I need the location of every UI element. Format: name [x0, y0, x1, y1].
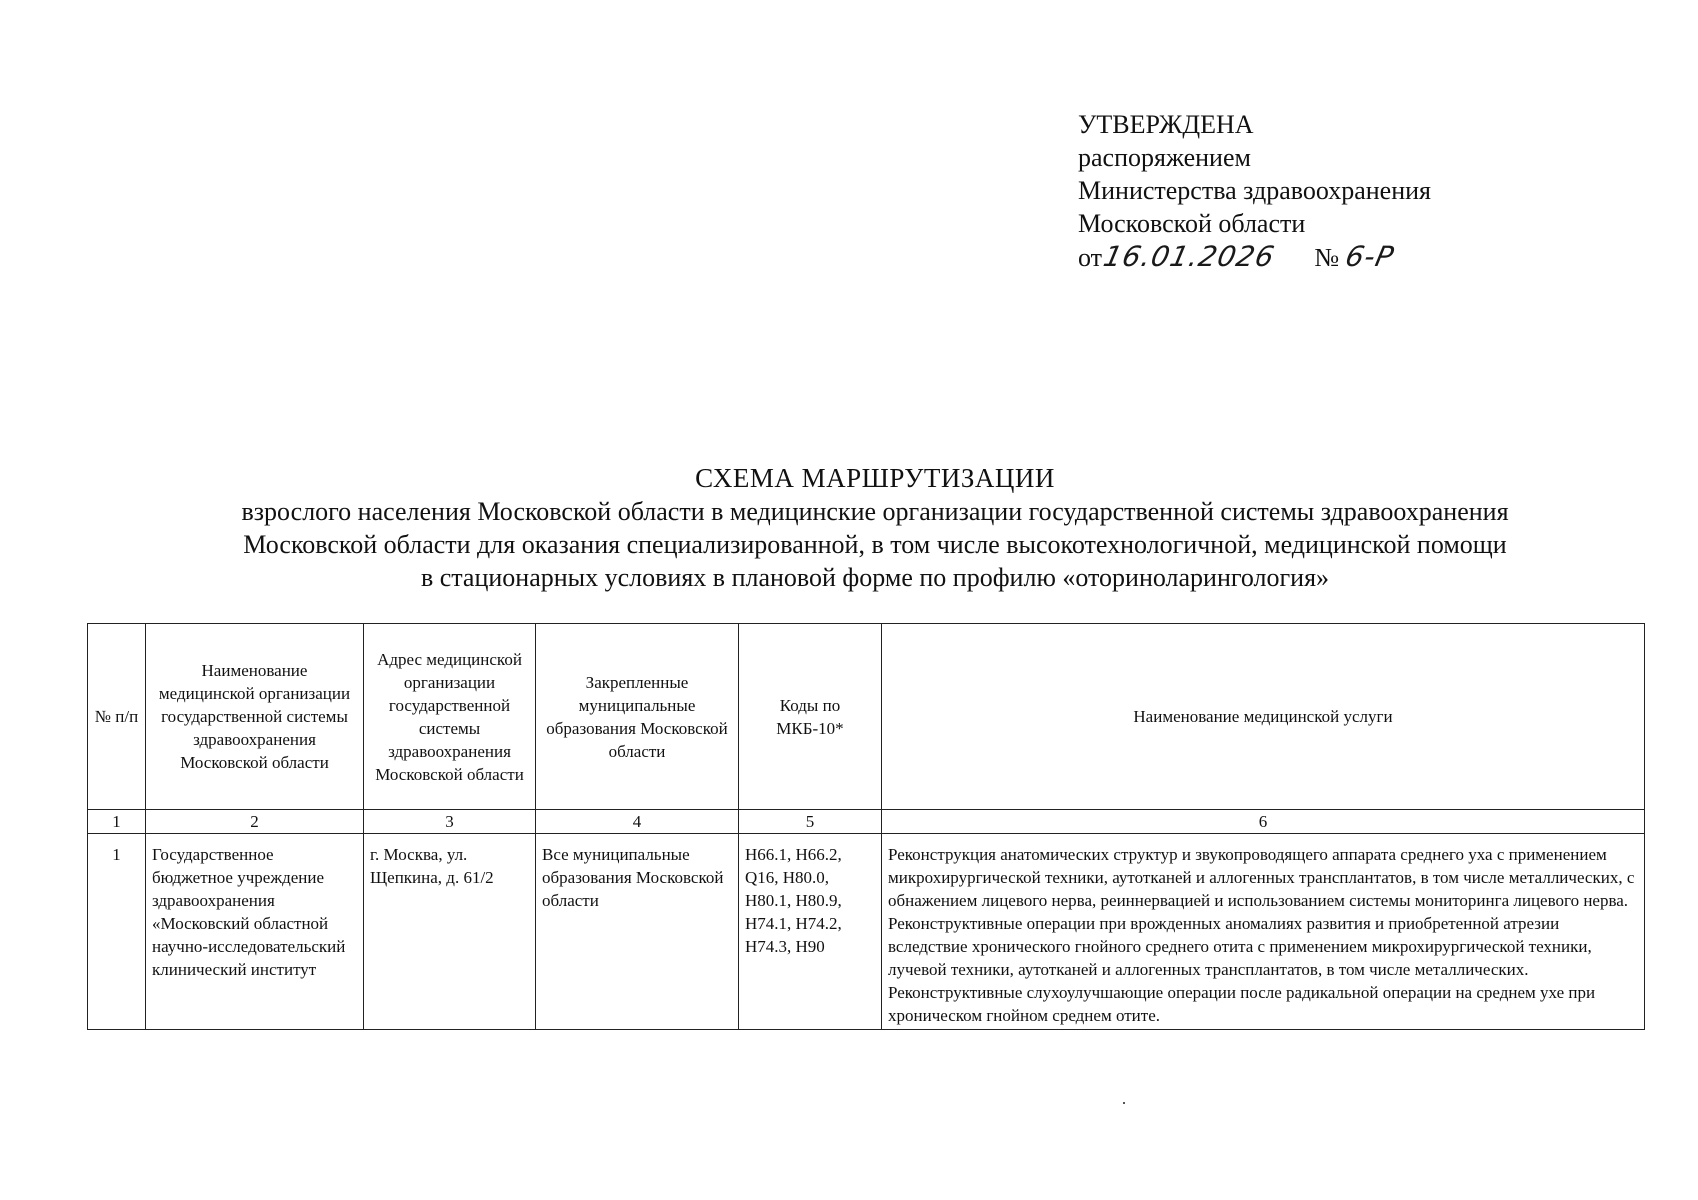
column-number: 5	[739, 810, 882, 834]
approval-line-ministry: Министерства здравоохранения	[1078, 176, 1431, 205]
document-subtitle-line-3: в стационарных условиях в плановой форме по профилю «оториноларингология»	[420, 563, 1330, 592]
column-number: 1	[88, 810, 146, 834]
handwritten-number: 6-Р	[1342, 240, 1397, 273]
document-heading	[0, 462, 1698, 594]
header-icd-codes: Коды по МКБ-10*	[739, 624, 882, 810]
column-number: 6	[882, 810, 1645, 834]
date-label: от	[1078, 243, 1103, 272]
header-organization: Наименование медицинской организации государственной системы здравоохранения Московской области	[146, 624, 364, 810]
row-services	[882, 834, 1645, 1030]
service-item: Реконструктивные слухоулучшающие операции после радикальной операции на среднем ухе при хроническом гнойном среднем отите.	[888, 983, 1596, 1025]
table-row	[88, 834, 1645, 1030]
document-subtitle-line-2: Московской области для оказания специализированной, в том числе высокотехнологичной, медицинской помощи	[243, 530, 1507, 559]
column-number: 4	[536, 810, 739, 834]
header-number: № п/п	[88, 624, 146, 810]
approval-date-line	[1078, 240, 1431, 274]
document-subtitle-line-1: взрослого населения Московской области в медицинские организации государственной системы здравоохранения	[241, 497, 1509, 526]
row-icd-codes: Н66.1, Н66.2, Q16, Н80.0, Н80.1, Н80.9, Н74.1, Н74.2, Н74.3, Н90	[739, 834, 882, 1030]
approval-line-region: Московской области	[1078, 209, 1306, 238]
service-item: Реконструктивные операции при врожденных аномалиях развития и приобретенной атрезии вследствие хронического гнойного среднего отита с применением микрохирургической техники, лучевой техники, аутотканей и аллогенных трансплантатов, в том числе металлических.	[888, 914, 1592, 979]
document-title: СХЕМА МАРШРУТИЗАЦИИ	[695, 463, 1055, 493]
table-header-row	[88, 624, 1645, 810]
column-number: 3	[364, 810, 536, 834]
routing-table	[87, 623, 1645, 1030]
row-address: г. Москва, ул. Щепкина, д. 61/2	[364, 834, 536, 1030]
row-municipalities: Все муниципальные образования Московской области	[536, 834, 739, 1030]
service-item: Реконструкция анатомических структур и звукопроводящего аппарата среднего уха с применением микрохирургической техники, аутотканей и аллогенных трансплантатов, в том числе металлических, с обнажением лицевого нерва, реиннервацией и использованием системы мониторинга лицевого нерва.	[888, 845, 1635, 910]
handwritten-date: 16.01.2026	[1100, 240, 1278, 273]
header-service-name: Наименование медицинской услуги	[882, 624, 1645, 810]
row-organization: Государственное бюджетное учреждение здравоохранения «Московский областной научно-исследовательский клинический институт	[146, 834, 364, 1030]
row-number: 1	[88, 834, 146, 1030]
approval-line-order: распоряжением	[1078, 143, 1251, 172]
number-label: №	[1314, 243, 1340, 272]
header-municipalities: Закрепленные муниципальные образования Московской области	[536, 624, 739, 810]
column-number-row	[88, 810, 1645, 834]
approval-stamp	[1078, 108, 1431, 274]
column-number: 2	[146, 810, 364, 834]
header-address: Адрес медицинской организации государственной системы здравоохранения Московской области	[364, 624, 536, 810]
scan-speck	[1123, 1102, 1125, 1104]
approval-line-approved: УТВЕРЖДЕНА	[1078, 110, 1254, 139]
